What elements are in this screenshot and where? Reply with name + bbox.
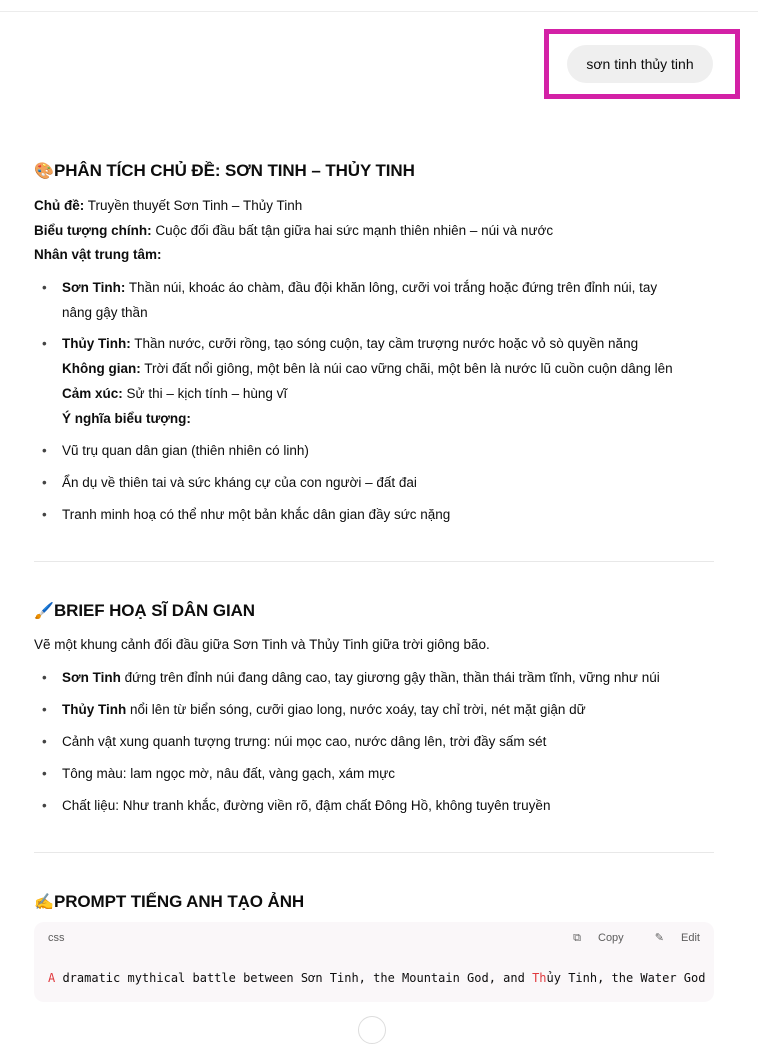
section-divider bbox=[34, 561, 714, 562]
code-actions bbox=[545, 931, 700, 945]
list-item: • Tông màu: lam ngọc mờ, nâu đất, vàng gạch, xám mực bbox=[62, 761, 712, 786]
section-divider bbox=[34, 852, 714, 853]
list-item: • Vũ trụ quan dân gian (thiên nhiên có linh) bbox=[62, 438, 712, 463]
code-block bbox=[34, 922, 714, 1002]
palette-icon: 🎨 bbox=[34, 163, 54, 180]
list-item: • Cảnh vật xung quanh tượng trưng: núi mọc cao, nước dâng lên, trời đầy sấm sét bbox=[62, 729, 712, 754]
copy-button[interactable]: ⧉ Copy bbox=[573, 932, 624, 944]
list-item-son-tinh: • Sơn Tinh: Thần núi, khoác áo chàm, đầu đội khăn lông, cưỡi voi trắng hoặc đứng trên đỉnh núi, tay bbox=[62, 275, 712, 300]
copy-icon: ⧉ bbox=[573, 932, 581, 944]
section-title-prompt: ✍️PROMPT TIẾNG ANH TẠO ẢNH bbox=[34, 891, 304, 914]
list-item-thuy-tinh: • Thủy Tinh: Thần nước, cưỡi rồng, tạo sóng cuộn, tay cầm trượng nước hoặc vỏ sò quyền năng bbox=[62, 331, 712, 356]
brief-intro: Vẽ một khung cảnh đối đầu giữa Sơn Tinh và Thủy Tinh giữa trời giông bão. bbox=[34, 637, 490, 652]
space-line: Không gian: Trời đất nổi giông, một bên là núi cao vững chãi, một bên là nước lũ cuồn cuộn dâng lên bbox=[62, 361, 673, 376]
writing-hand-icon: ✍️ bbox=[34, 894, 54, 911]
paintbrush-icon: 🖌️ bbox=[34, 603, 54, 620]
list-item: • Chất liệu: Như tranh khắc, đường viền rõ, đậm chất Đông Hồ, không tuyên truyền bbox=[62, 793, 712, 818]
section-title-analysis: 🎨PHÂN TÍCH CHỦ ĐỀ: SƠN TINH – THỦY TINH bbox=[34, 160, 415, 183]
list-item: • Ẩn dụ về thiên tai và sức kháng cự của con người – đất đai bbox=[62, 470, 712, 495]
edit-icon: ✎ bbox=[654, 932, 664, 944]
symbol-line: Biểu tượng chính: Cuộc đối đầu bất tận giữa hai sức mạnh thiên nhiên – núi và nước bbox=[34, 223, 554, 238]
list-item: • Tranh minh hoạ có thể như một bản khắc dân gian đầy sức nặng bbox=[62, 502, 712, 527]
list-item: • Thủy Tinh nổi lên từ biển sóng, cưỡi giao long, nước xoáy, tay chỉ trời, nét mặt giận dữ bbox=[62, 697, 712, 722]
scroll-down-button[interactable] bbox=[358, 1016, 386, 1044]
section-title-brief: 🖌️BRIEF HOẠ SĨ DÂN GIAN bbox=[34, 600, 255, 623]
list-item: • Sơn Tinh đứng trên đỉnh núi đang dâng cao, tay giương gậy thần, thần thái trầm tĩnh, vững như núi bbox=[62, 665, 712, 690]
list-item-son-tinh-cont: nâng gậy thần bbox=[62, 305, 148, 320]
user-message-text: sơn tinh thủy tinh bbox=[586, 56, 694, 72]
emotion-line: Cảm xúc: Sử thi – kịch tính – hùng vĩ bbox=[62, 386, 288, 401]
highlight-box bbox=[544, 29, 740, 99]
edit-button[interactable]: ✎ Edit bbox=[654, 932, 700, 944]
top-divider bbox=[0, 11, 758, 12]
code-language-label: css bbox=[48, 932, 65, 944]
meaning-heading: Ý nghĩa biểu tượng: bbox=[62, 411, 191, 426]
code-content: A dramatic mythical battle between Sơn Tinh, the Mountain God, and Thủy Tinh, the Water God bbox=[48, 971, 706, 985]
topic-line: Chủ đề: Truyền thuyết Sơn Tinh – Thủy Tinh bbox=[34, 198, 303, 213]
characters-heading: Nhân vật trung tâm: bbox=[34, 247, 162, 262]
